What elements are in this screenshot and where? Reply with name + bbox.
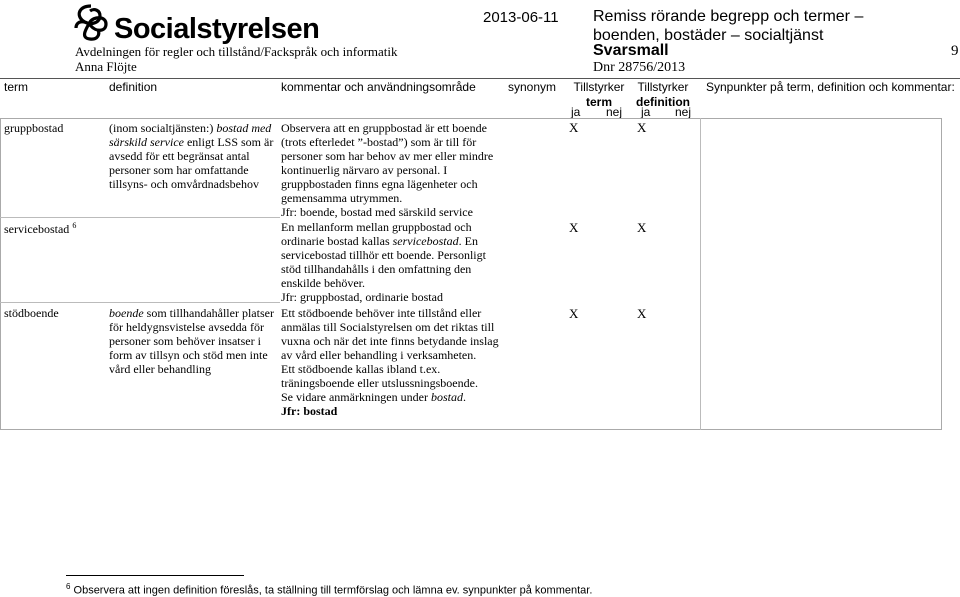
footnote: $^6$ Observera att ingen definition föreslås, ta ställning till termförslag och lämna ev. synpunkter på kommentar.: [66, 582, 593, 597]
col-header-comment: kommentar och användningsområde: [281, 80, 476, 94]
logo-wordmark: Socialstyrelsen: [114, 13, 320, 45]
socialstyrelsen-logo-icon: [70, 2, 112, 42]
document-date: 2013-06-11: [483, 9, 559, 26]
row-gruppbostad-term: gruppbostad: [4, 121, 64, 135]
header-top-rule: [0, 78, 960, 79]
col-header-supports-term: Tillstyrker term: [573, 80, 625, 109]
row-stodboende-term: stödboende: [4, 306, 59, 320]
col-header-supports-definition: Tillstyrker definition: [636, 80, 690, 109]
row-gruppbostad-definition-yes-mark: X: [637, 120, 647, 135]
document-dnr: Dnr 28756/2013: [593, 60, 686, 75]
document-status: Svarsmall: [593, 42, 669, 59]
footnote-separator: [66, 575, 244, 576]
col-header-nej-term: nej: [606, 105, 623, 119]
col-header-nej-definition: nej: [675, 105, 692, 119]
viewpoints-divider: [700, 118, 701, 430]
col-header-term: term: [4, 80, 28, 94]
row-gruppbostad-definition: (inom socialtjänsten:) bostad med särskild service enligt LSS som är avsedd för ett begränsat antal personer som har omfattande tillsyns- och omvårdnadsbehov: [109, 121, 274, 191]
row-separator: [0, 217, 280, 218]
col-header-ja-definition: ja: [641, 105, 651, 119]
col-header-viewpoints: Synpunkter på term, definition och kommentar:: [706, 80, 955, 94]
col-header-definition: definition: [109, 80, 158, 94]
author-line: Anna Flöjte: [75, 59, 137, 74]
row-gruppbostad-term-yes-mark: X: [569, 120, 579, 135]
row-stodboende-term-yes-mark: X: [569, 306, 579, 321]
page-number: 9: [951, 43, 959, 59]
row-separator: [0, 302, 280, 303]
row-gruppbostad-comment: Observera att en gruppbostad är ett boende (trots efterledet ”-bostad”) som är till för personer som har behov av mer eller mindre kontinuerlig närvaro av personal. I gruppbostaden finns egna lägenheter och gemensamma utrymmen. Jfr: boende, bostad med särskild service: [281, 121, 494, 219]
row-servicebostad-comment: En mellanform mellan gruppbostad och ordinarie bostad kallas servicebostad. En servicebostad tillhör ett boende. Personligt stöd tillhandahålls i den omfattning den enskilde behöver. Jfr: gruppbostad, ordinarie bostad: [281, 220, 486, 304]
department-line: Avdelningen för regler och tillstånd/Fackspråk och informatik: [75, 44, 398, 59]
col-header-ja-term: ja: [571, 105, 581, 119]
document-title: Remiss rörande begrepp och termer – boenden, bostäder – socialtjänst: [593, 8, 864, 44]
row-stodboende-comment: Ett stödboende behöver inte tillstånd eller anmälas till Socialstyrelsen om det riktas till vuxna och när det inte finns betydande inslag av vård eller behandling i verksamheten. Ett stödboende kallas ibland t.ex. träningsboende eller utslussningsboende. Se vidare anmärkningen under bostad. Jfr: bostad: [281, 306, 499, 418]
row-stodboende-definition: boende som tillhandahåller platser för heldygnsvistelse avsedda för personer som behöver insatser i form av tillsyn och stöd men inte vård eller behandling: [109, 306, 274, 376]
footnote-ref: 6: [72, 221, 77, 230]
col-header-synonym: synonym: [508, 80, 557, 94]
row-servicebostad-term: servicebostad $^6$: [4, 221, 77, 236]
row-servicebostad-term-yes-mark: X: [569, 220, 579, 235]
row-servicebostad-definition-yes-mark: X: [637, 220, 647, 235]
row-stodboende-definition-yes-mark: X: [637, 306, 647, 321]
